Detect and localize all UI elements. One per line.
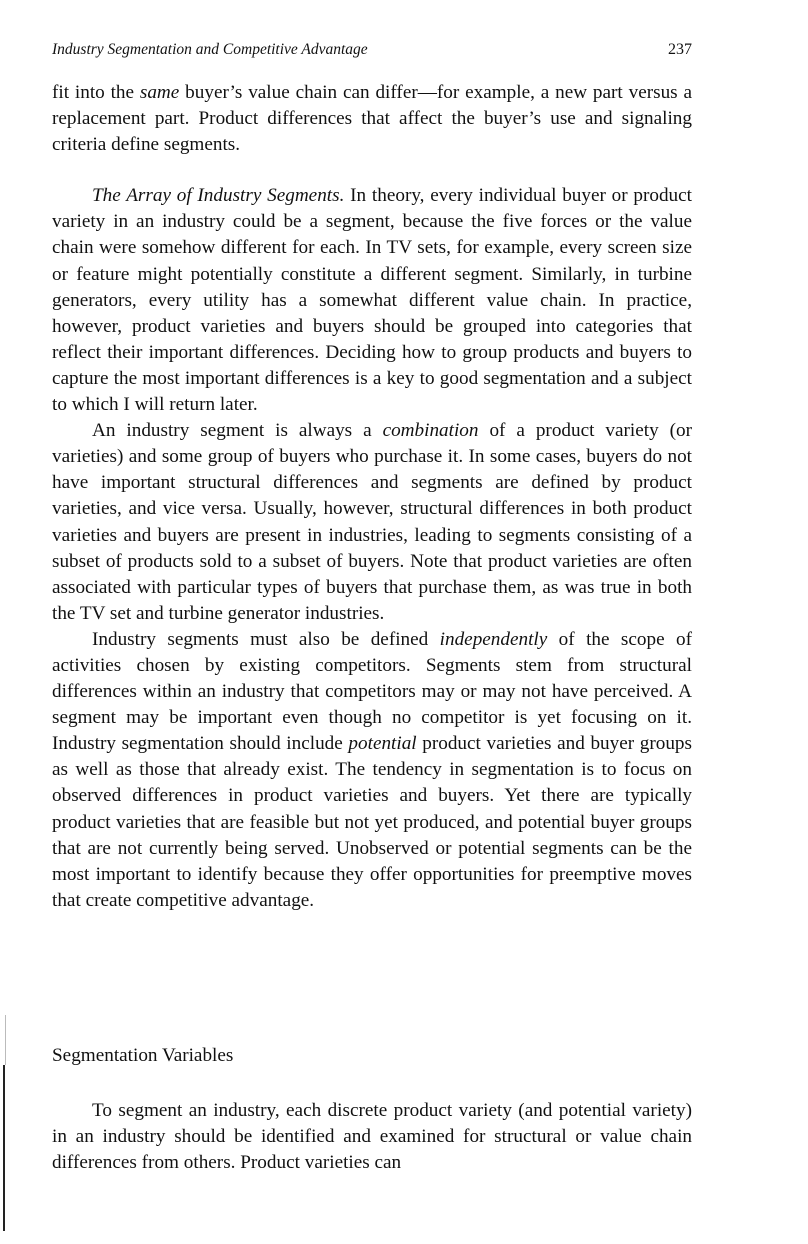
scan-edge-mark [5,1015,6,1065]
run-in-heading: The Array of Industry Segments. [92,185,345,207]
body-text-continued [52,1098,692,1176]
paragraph-2: The Array of Industry Segments. In theory, every individual buyer or product variety in an industry could be a segment, because the five forces or the value chain were somehow different for each. In TV sets, for example, every screen size or feature might potentially constitute a different segment. Similarly, in turbine generators, every utility has a somewhat different value chain. In practice, however, product varieties and buyers should be grouped into categories that reflect their important differences. Deciding how to group products and buyers to capture the most important differences is a key to good segmentation and a subject to which I will return later. [52,185,692,416]
emphasis-same: same [139,82,180,103]
running-title: Industry Segmentation and Competitive Advantage [52,41,368,58]
emphasis-combination: combination [382,420,479,442]
paragraph-1: fit into the same buyer’s value chain can differ—for example, a new part versus a replacement part. Product differences that affect the buyer’s use and signaling criteria define segments. [52,82,692,156]
running-head [52,41,692,65]
emphasis-independently: independently [439,628,548,650]
page-number: 237 [668,41,692,58]
scan-binding-line [3,1065,5,1231]
paragraph-5: To segment an industry, each discrete product variety (and potential variety) in an industry should be identified and examined for structural or value chain differences from others. Product varieties can [52,1100,692,1174]
emphasis-potential: potential [348,733,417,755]
body-text [52,80,692,914]
paragraph-3: An industry segment is always a combination of a product variety (or varieties) and some group of buyers who purchase it. In some cases, buyers do not have important structural differences and segments are defined by product varieties, and vice versa. Usually, however, structural differences in both product varieties and buyers are present in industries, leading to segments consisting of a subset of products sold to a subset of buyers. Note that product varieties are often associated with particular types of buyers that purchase them, as was true in both the TV set and turbine generator industries. [52,420,692,624]
section-heading: Segmentation Variables [52,1045,234,1066]
paragraph-4: Industry segments must also be defined independently of the scope of activities chosen by existing competitors. Segments stem from structural differences within an industry that competitors may or may not have perceived. A segment may be important even though no competitor is yet focusing on it. Industry segmentation should include potential product varieties and buyer groups as well as those that already exist. The tendency in segmentation is to focus on observed differences in product varieties and buyers. Yet there are typically product varieties that are feasible but not yet produced, and potential buyer groups that are not currently being served. Unobserved or potential segments can be the most important to identify because they offer opportunities for preemptive moves that create competitive advantage. [52,628,692,911]
